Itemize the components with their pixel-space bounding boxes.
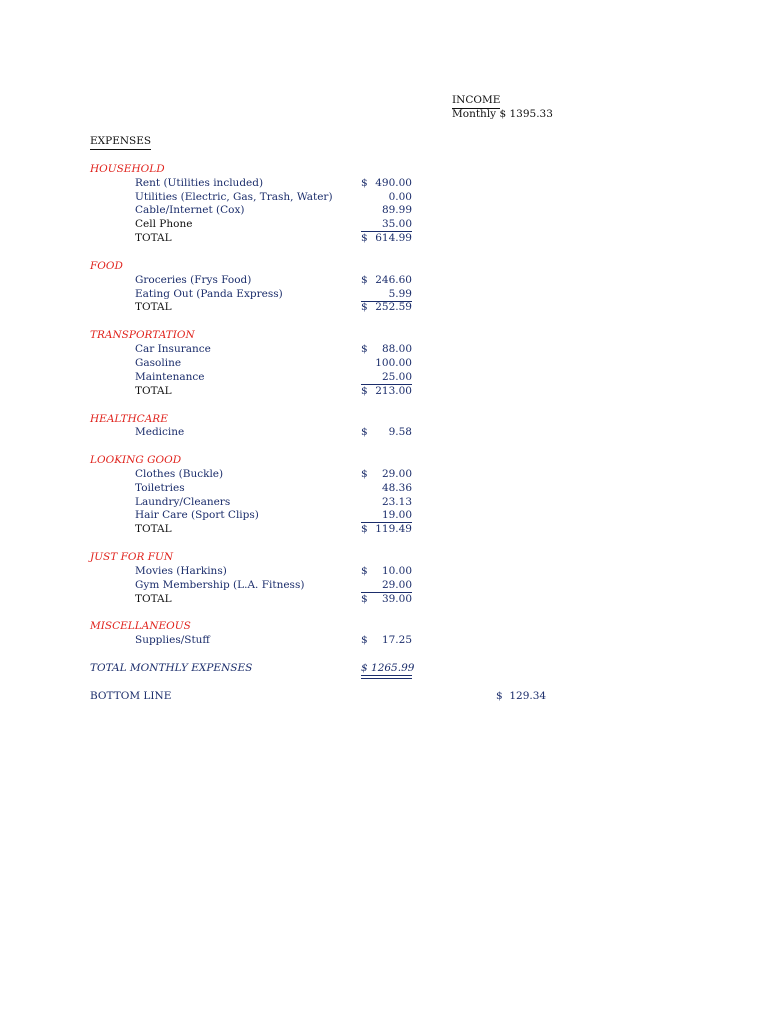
total-label: TOTAL — [135, 593, 172, 605]
total-monthly-expenses-amount: $ 1265.99 — [361, 662, 415, 674]
currency-symbol: $ — [361, 232, 368, 244]
total-monthly-expenses-label: TOTAL MONTHLY EXPENSES — [90, 662, 253, 674]
category-total: 614.99 — [375, 232, 412, 244]
expense-item-label: Groceries (Frys Food) — [135, 274, 252, 286]
expense-item-amount: 25.00 — [381, 371, 412, 383]
currency-symbol: $ — [361, 177, 368, 189]
currency-symbol: $ — [361, 385, 368, 397]
expense-item-label: Supplies/Stuff — [135, 634, 210, 646]
category-just-for-fun: JUST FOR FUN — [90, 551, 174, 563]
expense-item-label: Utilities (Electric, Gas, Trash, Water) — [135, 191, 333, 203]
currency-symbol: $ — [361, 426, 368, 438]
currency-symbol: $ — [361, 523, 368, 535]
expense-item-amount: 100.00 — [375, 357, 412, 369]
category-miscellaneous: MISCELLANEOUS — [90, 620, 191, 632]
expense-item-label: Gasoline — [135, 357, 182, 369]
expense-item-amount: 23.13 — [381, 496, 412, 508]
income-monthly — [452, 108, 553, 122]
expense-item-amount: 490.00 — [375, 177, 412, 189]
expenses-heading: EXPENSES — [90, 135, 151, 150]
expense-item-label: Eating Out (Panda Express) — [135, 288, 283, 300]
expense-item-label: Clothes (Buckle) — [135, 468, 224, 480]
expense-item-amount: 0.00 — [388, 191, 412, 203]
income-amount: $ 1395.33 — [499, 108, 553, 120]
total-label: TOTAL — [135, 385, 172, 397]
category-household: HOUSEHOLD — [90, 163, 165, 175]
expense-item-amount: 89.99 — [381, 204, 412, 216]
expense-item-label: Cable/Internet (Cox) — [135, 204, 245, 216]
category-healthcare: HEALTHCARE — [90, 413, 168, 425]
expense-item-amount: 5.99 — [388, 288, 412, 300]
expense-item-label: Laundry/Cleaners — [135, 496, 231, 508]
income-heading: INCOME — [452, 94, 500, 109]
expense-item-amount: 10.00 — [381, 565, 412, 577]
category-food: FOOD — [90, 260, 123, 272]
expense-item-amount: 48.36 — [381, 482, 412, 494]
category-total: 252.59 — [375, 301, 412, 313]
expense-item-label: Movies (Harkins) — [135, 565, 227, 577]
income-label: Monthly — [452, 108, 497, 120]
expense-item-label: Maintenance — [135, 371, 205, 383]
currency-symbol: $ — [361, 274, 368, 286]
expense-item-amount: 35.00 — [381, 218, 412, 230]
expense-item-label: Toiletries — [135, 482, 185, 494]
expense-item-amount: 29.00 — [381, 468, 412, 480]
total-label: TOTAL — [135, 301, 172, 313]
expense-item-label: Car Insurance — [135, 343, 211, 355]
expense-item-label: Medicine — [135, 426, 185, 438]
currency-symbol: $ — [361, 468, 368, 480]
expense-item-amount: 19.00 — [381, 509, 412, 521]
expense-item-label: Gym Membership (L.A. Fitness) — [135, 579, 305, 591]
currency-symbol: $ — [361, 343, 368, 355]
expense-item-amount: 246.60 — [375, 274, 412, 286]
expense-item-amount: 9.58 — [388, 426, 412, 438]
bottom-line-label: BOTTOM LINE — [90, 690, 172, 702]
expense-item-amount: 17.25 — [381, 634, 412, 646]
total-label: TOTAL — [135, 232, 172, 244]
total-label: TOTAL — [135, 523, 172, 535]
category-total: 213.00 — [375, 385, 412, 397]
expense-item-label: Cell Phone — [135, 218, 193, 230]
expense-item-label: Hair Care (Sport Clips) — [135, 509, 259, 521]
currency-symbol: $ — [361, 593, 368, 605]
category-looking-good: LOOKING GOOD — [90, 454, 182, 466]
category-transportation: TRANSPORTATION — [90, 329, 195, 341]
expense-item-amount: 88.00 — [381, 343, 412, 355]
bottom-line-amount: $ 129.34 — [496, 690, 547, 702]
expense-item-label: Rent (Utilities included) — [135, 177, 264, 189]
category-total: 39.00 — [381, 593, 412, 605]
currency-symbol: $ — [361, 301, 368, 313]
double-underline — [361, 675, 412, 679]
expense-item-amount: 29.00 — [381, 579, 412, 591]
category-total: 119.49 — [375, 523, 412, 535]
currency-symbol: $ — [361, 634, 368, 646]
currency-symbol: $ — [361, 565, 368, 577]
